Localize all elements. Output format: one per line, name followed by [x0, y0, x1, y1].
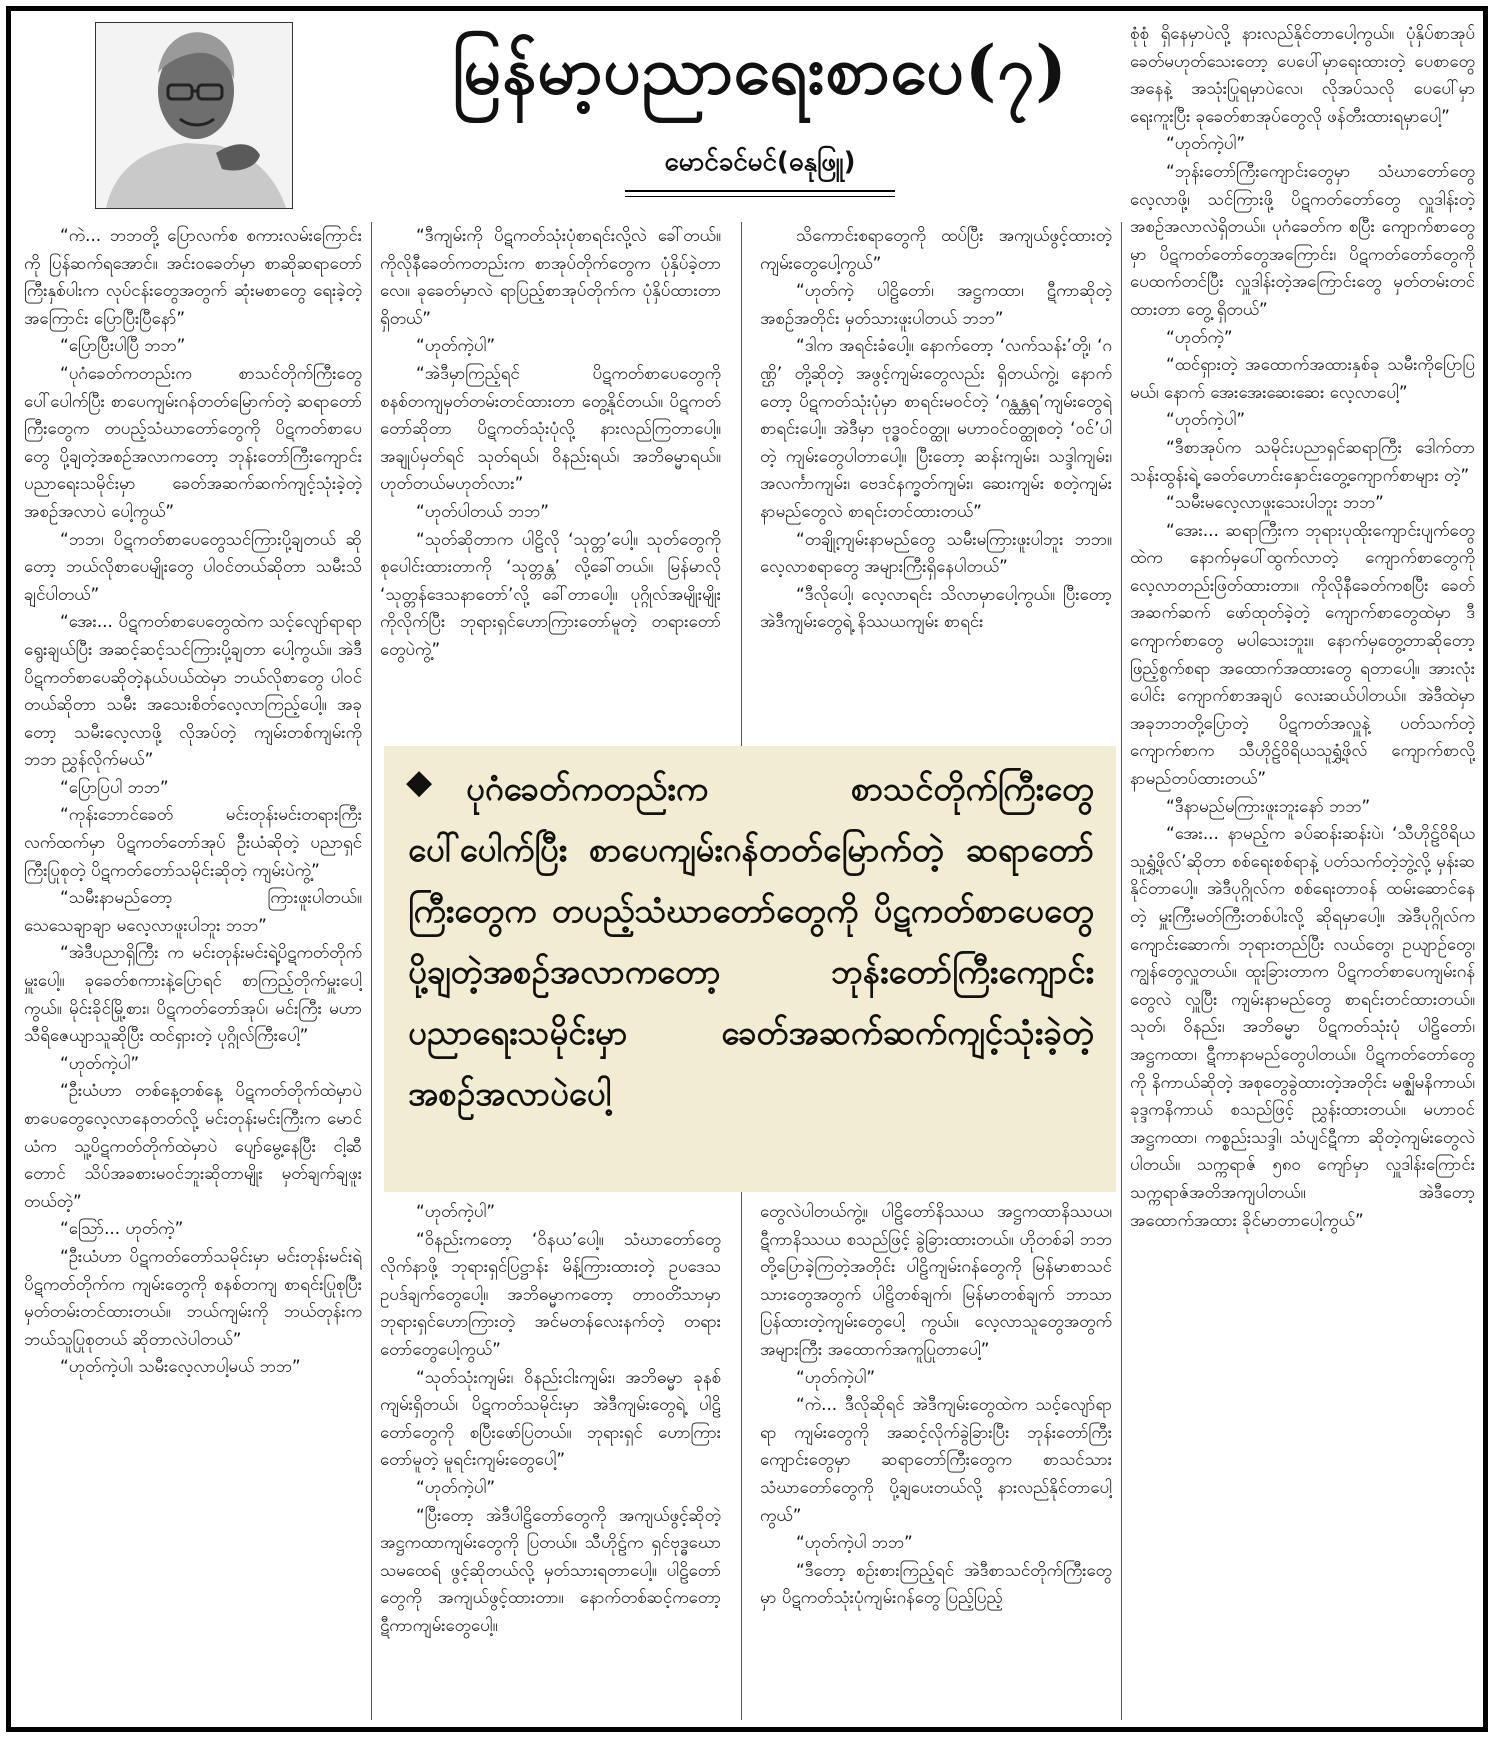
author-portrait-image	[96, 23, 292, 208]
article-title: မြန်မာ့ပညာရေးစာပေ(၇)	[452, 31, 1068, 109]
paragraph: “ဟုတ်ကဲ့ပါ ဘဘ”	[796, 1532, 913, 1553]
paragraph: “ဘဘ၊ ပိဋကတ်စာပေတွေသင်ကြားပို့ချတယ် ဆိုတော့ ဘယ်လိုစာပေမျိုးတွေ ပါဝင်တယ်ဆိုတာ သမီးသိချင်ပါတယ်”	[24, 528, 362, 604]
column-3-bottom	[760, 1198, 1112, 1720]
paragraph: “ဟုတ်ကဲ့ပါ”	[416, 335, 496, 356]
paragraph: “အေး... ပိဋကတ်စာပေတွေထဲက သင့်လျော်ရာရာ ရွေးချယ်ပြီး အဆင့်ဆင့်သင်ကြားပို့ချတာ ပေါ့ကွယ်။ အဲဒီပိဋကတ်စာပေဆိုတဲ့နယ်ပယ်ထဲမှာ ဘယ်လိုစာတွေ ပါဝင်တယ်ဆိုတာ သမီး အသေးစိတ်လေ့လာကြည့်ပေါ့။ အခုတော့ သမီးလေ့လာဖို့ လိုအပ်တဲ့ ကျမ်းတစ်ကျမ်းကို ဘဘ ညွှန်လိုက်မယ်”	[24, 611, 362, 770]
paragraph: “ဒါက အရင်းခံပေါ့။ နောက်တော့ ‘လက်သန်း’တို့၊ ‘ဂဏ္ဌိ’ တို့ဆိုတဲ့ အဖွင့်ကျမ်းတွေလည်း ရှိတယ်ကွဲ့၊ နောက်တော့ ပိဋကတ်သုံးပုံမှာ စာရင်းမဝင်တဲ့ ‘ဂန္ထန္တရ’ကျမ်းတွေရဲ့ စာရင်းပေါ့။ အဲဒီမှာ ဗုဒ္ဓဝင်ဝတ္ထု၊ မဟာဝင်ဝတ္ထုစတဲ့ ‘ဝင်’ပါတဲ့ ကျမ်းတွေပါတာပေါ့။ ပြီးတော့ ဆန်းကျမ်း၊ သဒ္ဒါကျမ်း၊ အလင်္ကာကျမ်း၊ ဗေဒင်နက္ခတ်ကျမ်း၊ ဆေးကျမ်း စတဲ့ကျမ်းနာမည်တွေလဲ စာရင်းတင်ထားတယ်”	[760, 335, 1112, 521]
paragraph: “ဝိနည်းကတော့ ‘ဝိနယ’ပေါ့။ သံဃာတော်တွေ လိုက်နာဖို့ ဘုရားရှင်ပြဋ္ဌာန်း မိန့်ကြားထားတဲ့ ဥပဒေသဥပဒ်ချက်တွေပေါ့။ အဘိဓမ္မာကတော့ တာဝတိံသာမှာ ဘုရားရှင်ဟောကြားတဲ့ အင်မတန်လေးနက်တဲ့ တရားတော်တွေပေါ့ကွယ်”	[380, 1228, 721, 1359]
diamond-bullet-icon: ◆	[406, 762, 433, 802]
paragraph: “ဟုတ်ကဲ့ပါ၊ သမီးလေ့လာပါ့မယ် ဘဘ”	[60, 1356, 301, 1377]
paragraph: “သုတ်ဆိုတာက ပါဠိလို ‘သုတ္တ’ပေါ့။ သုတ်တွေကို စုပေါင်းထားတာကို ‘သုတ္တန္တ’ လို့ခေါ်တယ်။ မြန်မာလို ‘သုတ္တန်ဒေသနာတော်’လို့ ခေါ်တာပေါ့။ ပုဂ္ဂိုလ်အမျိုးမျိုးကိုလိုက်ပြီး ဘုရားရှင်ဟောကြားတော်မူတဲ့ တရားတော်တွေပဲကွဲ့”	[380, 528, 721, 659]
paragraph: “အဲဒီမှာကြည့်ရင် ပိဋကတ်စာပေတွေကို စနစ်တကျမှတ်တမ်းတင်ထားတာ တွေ့နိုင်တယ်။ ပိဋကတ်တော်ဆိုတာ ပိဋကတ်သုံးပုံလို့ နားလည်ကြတာပေါ့။ အချုပ်မှတ်ရင် သုတ်ရယ်၊ ဝိနည်းရယ်၊ အဘိဓမ္မာရယ်။ ဟုတ်တယ်မဟုတ်လား”	[380, 362, 721, 494]
column-2-bottom	[380, 1198, 721, 1720]
paragraph: “ကဲ... ဒီလိုဆိုရင် အဲဒီကျမ်းတွေထဲက သင့်လျော်ရာရာ ကျမ်းတွေကို အဆင့်လိုက်ခွဲခြားပြီး ဘုန်းတော်ကြီးကျောင်းတွေမှာ ဆရာတော်ကြီးတွေက စာသင်သားသံဃာတော်တွေကို ပို့ချပေးတယ်လို့ နားလည်နိုင်တာပေါ့ကွယ်”	[760, 1394, 1112, 1525]
column-divider	[371, 222, 372, 1720]
paragraph: “ထင်ရှားတဲ့ အထောက်အထားနှစ်ခု သမီးကိုပြောပြမယ်၊ နောက် အေးအေးဆေးဆေး လေ့လာပေါ့”	[1130, 354, 1475, 402]
paragraph: “ဟုတ်ကဲ့ပါ”	[416, 1201, 496, 1221]
byline-rule	[625, 190, 895, 192]
paragraph: “သြော်... ဟုတ်ကဲ့”	[60, 1218, 184, 1239]
paragraph: “ဟုတ်ပါတယ် ဘဘ”	[416, 500, 549, 521]
paragraph: သိကောင်းစရာတွေကို ထပ်ပြီး အကျယ်ဖွင့်ထားတဲ့ ကျမ်းတွေပေါ့ကွယ်”	[760, 225, 1112, 273]
paragraph: “ပြောပြပါ ဘဘ”	[60, 776, 169, 797]
paragraph: “ဒီနာမည်မကြားဖူးဘူးနော် ဘဘ”	[1166, 795, 1371, 816]
paragraph: “ဦးယံဟာ တစ်နေ့တစ်နေ့ ပိဋကတ်တိုက်ထဲမှာပဲ စာပေတွေလေ့လာနေတတ်လို့ မင်းတုန်းမင်းကြီးက မောင်ယံက သူ့ပိဋကတ်တိုက်ထဲမှာပဲ ပျော်မွေ့နေပြီး ငါ့ဆီတောင် သိပ်အခစားမဝင်ဘူးဆိုတာမျိုး မှတ်ချက်ချဖူးတယ်တဲ့”	[24, 1080, 362, 1211]
paragraph: “ပြောပြီးပါပြီ ဘဘ”	[60, 335, 186, 356]
paragraph: “သုတ်သုံးကျမ်း၊ ဝိနည်းငါးကျမ်း၊ အဘိဓမ္မာ ခုနစ်ကျမ်းရှိတယ်၊ ပိဋကတ်သမိုင်းမှာ အဲဒီကျမ်းတွေရဲ့ ပါဠိတော်တွေကို စပြီးဖော်ပြတယ်။ ဘုရားရှင် ဟောကြားတော်မူတဲ့ မူရင်းကျမ်းတွေပေါ့”	[380, 1366, 721, 1470]
paragraph: “အေး... ဆရာကြီးက ဘုရားပုထိုးကျောင်းပျက်တွေထဲက နောက်မှပေါ်ထွက်လာတဲ့ ကျောက်စာတွေကို လေ့လာတည်းဖြတ်ထားတာ။ ကိုလိုနီခေတ်ကစပြီး ခေတ်အဆက်ဆက် ဖော်ထုတ်ခဲ့တဲ့ ကျောက်စာတွေထဲမှာ ဒီကျောက်စာတွေ မပါသေးဘူး။ နောက်မှတွေ့တာဆိုတော့ ဖြည့်စွက်စရာ အထောက်အထားတွေ ရတာပေါ့။ အားလုံးပေါင်း ကျောက်စာအချပ် လေးဆယ်ပါတယ်။ အဲဒီထဲမှာ အခုဘဘတို့ပြောတဲ့ ပိဋကတ်အလှူနဲ့ ပတ်သက်တဲ့ကျောက်စာက သီဟိုဠ်ဝိရိယသူရွှံ့ဖိုလ် ကျောက်စာလို့ နာမည်တပ်ထားတယ်”	[1130, 519, 1475, 789]
paragraph: “ဟုတ်ကဲ့ပါ”	[416, 1476, 496, 1497]
column-2-top	[380, 222, 721, 742]
paragraph: တွေလဲပါတယ်ကွဲ့။ ပါဠိတော်နိဿယ အဋ္ဌကထာနိဿယ၊ ဋီကာနိဿယ စသည်ဖြင့် ခွဲခြားထားတယ်။ ဟိုတစ်ခါ ဘဘတို့ပြောခဲ့ကြတဲ့အတိုင်း ပါဠိကျမ်းဂန်တွေကို မြန်မာစာသင်သားတွေအတွက် ပါဠိတစ်ချက်၊ မြန်မာတစ်ချက် ဘာသာပြန်ထားတဲ့ကျမ်းတွေပေါ့ ကွယ်။ လေ့လာသူတွေအတွက် အများကြီး အထောက်အကူပြုတာပေါ့”	[760, 1201, 1112, 1359]
paragraph: “ကုန်းဘောင်ခေတ် မင်းတုန်းမင်းတရားကြီး လက်ထက်မှာ ပိဋကတ်တော်အုပ် ဦးယံဆိုတဲ့ ပညာရှင်ကြီးပြုစုတဲ့ ပိဋကတ်တော်သမိုင်းဆိုတဲ့ ကျမ်းပဲကွဲ့”	[24, 804, 362, 880]
paragraph: “ဟုတ်ကဲ့ပါ”	[1166, 133, 1246, 154]
paragraph: “အဲဒီပညာရှိကြီး က မင်းတုန်းမင်းရဲ့ပိဋကတ်တိုက်မှူးပေါ့။ ခုခေတ်စကားနဲ့ပြောရင် စာကြည့်တိုက်မှူးပေါ့ကွယ်။ မိုင်းခိုင်မြို့စား၊ ပိဋကတ်တော်အုပ်၊ မင်းကြီး မဟာသီရိဇေယျာသူဆိုပြီး ထင်ရှားတဲ့ ပုဂ္ဂိုလ်ကြီးပေါ့”	[24, 942, 362, 1046]
column-divider	[1121, 222, 1122, 1720]
paragraph: “ပြီးတော့ အဲဒီပါဠိတော်တွေကို အကျယ်ဖွင့်ဆိုတဲ့ အဋ္ဌကထာကျမ်းတွေကို ပြတယ်။ သီဟိုဠ်က ရှင်ဗုဒ္ဓဃောသမထေရ် ဖွင့်ဆိုတယ်လို့ မှတ်သားရတာပေါ့။ ပါဠိတော်တွေကို အကျယ်ဖွင့်ထားတာ။ နောက်တစ်ဆင့်ကတော့ ဋီကာကျမ်းတွေပေါ့။	[380, 1504, 721, 1635]
pull-quote-text: ပုဂံခေတ်ကတည်းက စာသင်တိုက်ကြီးတွေ ပေါ်ပေါက်ပြီး စာပေကျမ်းဂန်တတ်မြောက်တဲ့ ဆရာတော်ကြီးတွေက တပည့်သံဃာတော်တွေကို ပိဋကတ်စာပေတွေ ပို့ချတဲ့အစဉ်အလာကတော့ ဘုန်းတော်ကြီးကျောင်း ပညာရေးသမိုင်းမှာ ခေတ်အဆက်ဆက်ကျင့်သုံးခဲ့တဲ့ အစဉ်အလာပဲပေါ့	[408, 769, 1094, 1113]
paragraph: “ဟုတ်ကဲ့ပါ”	[796, 1366, 876, 1387]
column-3-top	[760, 222, 1112, 742]
paragraph: “သမီးနာမည်တော့ ကြားဖူးပါတယ်။ သေသေချာချာ မလေ့လာဖူးပါဘူး ဘဘ”	[24, 887, 362, 935]
paragraph: “ဒီလိုပေါ့၊ လေ့လာရင်း သိလာမှာပေါ့ကွယ်။ ပြီးတော့ အဲဒီကျမ်းတွေရဲ့ နိဿယကျမ်း စာရင်း	[760, 583, 1112, 632]
author-photo	[95, 22, 293, 209]
pull-quote	[384, 746, 1116, 1192]
paragraph: “အေး... နာမည့်က ခပ်ဆန်းဆန်းပဲ၊ ‘သီဟိုဠ်ဝိရိယသူရွှံ့ဖိုလ်’ဆိုတာ စစ်ရေးစစ်ရာနဲ့ ပတ်သက်တဲ့ဘွဲ့လို့ မှန်းဆနိုင်တာပေါ့။ အဲဒီပုဂ္ဂိုလ်က စစ်ရေးတာဝန် ထမ်းဆောင်နေတဲ့ မှူးကြီးမတ်ကြီးတစ်ပါးလို့ ဆိုရမှာပေါ့။ အဲဒီပုဂ္ဂိုလ်က ကျောင်းဆောက်၊ ဘုရားတည်ပြီး လယ်တွေ၊ ဥယျာဉ်တွေ၊ ကျွန်တွေလှူတယ်။ ထူးခြားတာက ပိဋကတ်စာပေကျမ်းဂန်တွေလဲ လှူပြီး ကျမ်းနာမည်တွေ စာရင်းတင်ထားတယ်။ သုတ်၊ ဝိနည်း၊ အဘိဓမ္မာ ပိဋကတ်သုံးပုံ ပါဠိတော်၊ အဋ္ဌကထာ၊ ဋီကာနာမည်တွေပါတယ်။ ပိဋကတ်တော်တွေကို နိကာယ်ဆိုတဲ့ အစုတွေခွဲထားတဲ့အတိုင်း မဇ္ဈိမနိကာယ်၊ ခုဒ္ဒကနိကာယ် စသည်ဖြင့် ညွှန်းထားတယ်။ မဟာဝင် အဋ္ဌကထာ၊ ကစ္စည်းသဒ္ဒါ၊ သံပျင်ဋီကာ ဆိုတဲ့ကျမ်းတွေလဲပါတယ်။ သက္ကရာဇ် ၅၈၀ ကျော်မှာ လှူဒါန်းကြောင်း သက္ကရာဇ်အတိအကျပါတယ်။ အဲဒီတော့ အထောက်အထား ခိုင်မာတာပေါ့ကွယ်”	[1130, 823, 1475, 1230]
paragraph: “ဟုတ်ကဲ့ ပါဠိတော်၊ အဋ္ဌကထာ၊ ဋီကာဆိုတဲ့ အစဉ်အတိုင်း မှတ်သားဖူးပါတယ် ဘဘ”	[760, 280, 1112, 328]
paragraph: “ကဲ... ဘဘတို့ ပြောလက်စ စကားလမ်းကြောင်းကို ပြန်ဆက်ရအောင်။ အင်းဝခေတ်မှာ စာဆိုဆရာတော်ကြီးနှစ်ပါးက လုပ်ငန်းတွေအတွက် ဆုံးမစာတွေ ရေးခဲ့တဲ့အကြောင်း ပြောပြီးပြီနော်”	[24, 225, 362, 328]
column-1	[24, 222, 362, 1720]
paragraph: “ဟုတ်ကဲ့ပါ”	[1166, 409, 1246, 430]
byline-rule-thin	[625, 196, 895, 197]
column-4	[1130, 20, 1475, 1720]
paragraph: “ဘုန်းတော်ကြီးကျောင်းတွေမှာ သံဃာတော်တွေလေ့လာဖို့၊ သင်ကြားဖို့ ပိဋကတ်တော်တွေ လှူဒါန်းတဲ့ အစဉ်အလာလဲရှိတယ်။ ပုဂံခေတ်က စပြီး ကျောက်စာတွေမှာ ပိဋကတ်တော်တွေအကြောင်း၊ ပိဋကတ်တော်တွေကို ပေထက်တင်ပြီး လှူဒါန်းတဲ့အကြောင်းတွေ မှတ်တမ်းတင်ထားတာ တွေ့ ရှိတယ်”	[1130, 160, 1475, 319]
paragraph: “ဒီတော့ စဉ်းစားကြည့်ရင် အဲဒီစာသင်တိုက်ကြီးတွေမှာ ပိဋကတ်သုံးပုံကျမ်းဂန်တွေ ပြည့်ပြည့်	[760, 1559, 1112, 1608]
paragraph: “သမီးမလေ့လာဖူးသေးပါဘူး ဘဘ”	[1166, 492, 1384, 513]
paragraph: စုံစုံ ရှိနေမှာပဲလို့ နားလည်နိုင်တာပေါ့ကွယ်။ ပုံနှိပ်စာအုပ် ခေတ်မဟုတ်သေးတော့ ပေပေါ်မှာရေးထားတဲ့ ပေစာတွေအနေနဲ့ အသုံးပြုရမှာပဲလေ၊ လိုအပ်သလို ပေပေါ်မှာရေးကူးပြီး ခုခေတ်စာအုပ်တွေလို ဖန်တီးထားရမှာပေါ့”	[1130, 23, 1475, 126]
paragraph: “ဒီကျမ်းကို ပိဋကတ်သုံးပုံစာရင်းလို့လဲ ခေါ်တယ်။ ကိုလိုနီခေတ်ကတည်းက စာအုပ်တိုက်တွေက ပုံနှိပ်ခဲ့တာလေ။ ခုခေတ်မှာလဲ ရာပြည့်စာအုပ်တိုက်က ပုံနှိပ်ထားတာရှိတယ်”	[380, 225, 721, 328]
author-byline: မောင်ခင်မင်(ဓနုဖြူ)	[664, 147, 856, 177]
paragraph: “ဒီစာအုပ်က သမိုင်းပညာရှင်ဆရာကြီး ဒေါက်တာသန်းထွန်းရဲ့ ခေတ်ဟောင်းနှောင်းတွေ့ကျောက်စာများ တဲ့”	[1130, 436, 1475, 485]
paragraph: “ပုဂံခေတ်ကတည်းက စာသင်တိုက်ကြီးတွေ ပေါ်ပေါက်ပြီး စာပေကျမ်းဂန်တတ်မြောက်တဲ့ ဆရာတော်ကြီးတွေက တပည့်သံဃာတော်တွေကို ပိဋကတ်စာပေတွေ ပို့ချတဲ့အစဉ်အလာကတော့ ဘုန်းတော်ကြီးကျောင်း ပညာရေးသမိုင်းမှာ ခေတ်အဆက်ဆက်ကျင့်သုံးခဲ့တဲ့ အစဉ်အလာပဲ ပေါ့ကွယ်”	[24, 362, 362, 521]
paragraph: “ဦးယံဟာ ပိဋကတ်တော်သမိုင်းမှာ မင်းတုန်းမင်းရဲ့ ပိဋကတ်တိုက်က ကျမ်းတွေကို စနစ်တကျ စာရင်းပြုစုပြီး မှတ်တမ်းတင်ထားတယ်။ ဘယ်ကျမ်းကို ဘယ်တုန်းက ဘယ်သူပြုစုတယ် ဆိုတာလဲပါတယ်”	[24, 1245, 362, 1349]
paragraph: “တချို့ကျမ်းနာမည်တွေ သမီးမကြားဖူးပါဘူး ဘဘ။ လေ့လာစရာတွေ အများကြီးရှိနေပါတယ်”	[760, 528, 1112, 577]
paragraph: “ဟုတ်ကဲ့”	[1166, 326, 1233, 347]
article-header	[380, 20, 1140, 197]
paragraph: “ဟုတ်ကဲ့ပါ”	[60, 1052, 140, 1073]
